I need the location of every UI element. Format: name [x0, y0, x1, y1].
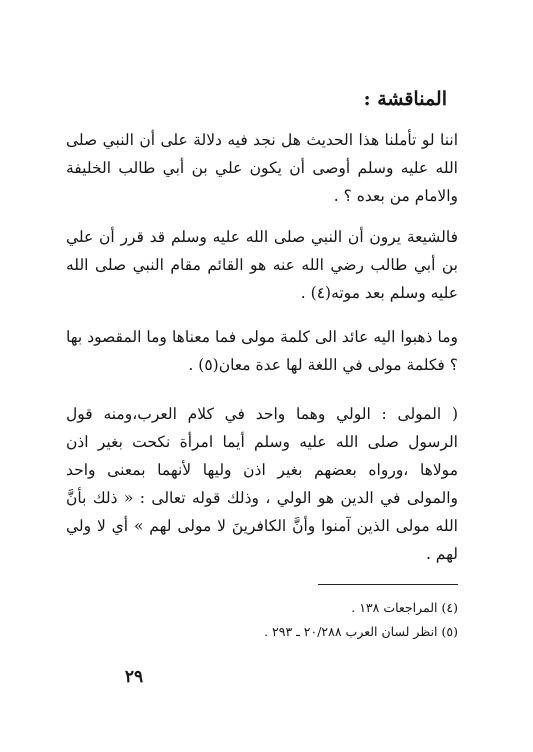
paragraph-text: فالشيعة يرون أن النبي صلى الله عليه وسلم قد قرر أن علي بن أبي طالب رضي الله عنه هو القائم مقام النبي صلى الله عليه وسلم بعد موته(٤) . [66, 228, 458, 302]
footnotes [200, 596, 458, 644]
paragraph-text: اننا لو تأملنا هذا الحديث هل نجد فيه دلالة على أن النبي صلى الله عليه وسلم أوصى أن يكون علي بن أبي طالب الخليفة والامام من بعده ؟ . [66, 131, 458, 205]
paragraph-2 [66, 223, 458, 307]
footnote-divider [318, 584, 458, 585]
paragraph-text: ( المولى : الولي وهما واحد في كلام العرب،ومنه قول الرسول صلى الله عليه وسلم أيما امرأة نكحت بغير اذن مولاها ،ورواه بعضهم بغير اذن وليها لأنهما بمعنى واحد والمولى في الدين هو الولي ، وذلك قوله تعالى : « ذلك بأنَّ الله مولى الذين آمنوا وأنَّ الكافرينَ لا مولى لهم » أي لا ولي لهم . [66, 405, 458, 563]
paragraph-4 [66, 400, 458, 568]
footnote-4: (٤) المراجعات ١٣٨ . [351, 600, 458, 615]
section-heading: المناقشة : [363, 88, 447, 110]
paragraph-text: وما ذهبوا اليه عائد الى كلمة مولى فما معناها وما المقصود بها ؟ فكلمة مولى في اللغة لها عدة معان(٥) . [66, 328, 458, 374]
paragraph-3 [66, 323, 458, 379]
page-number: ٢٩ [124, 667, 144, 687]
paragraph-1 [66, 126, 458, 210]
footnote-5: (٥) انظر لسان العرب ٢٠/٢٨٨ ـ ٢٩٣ . [264, 624, 458, 639]
